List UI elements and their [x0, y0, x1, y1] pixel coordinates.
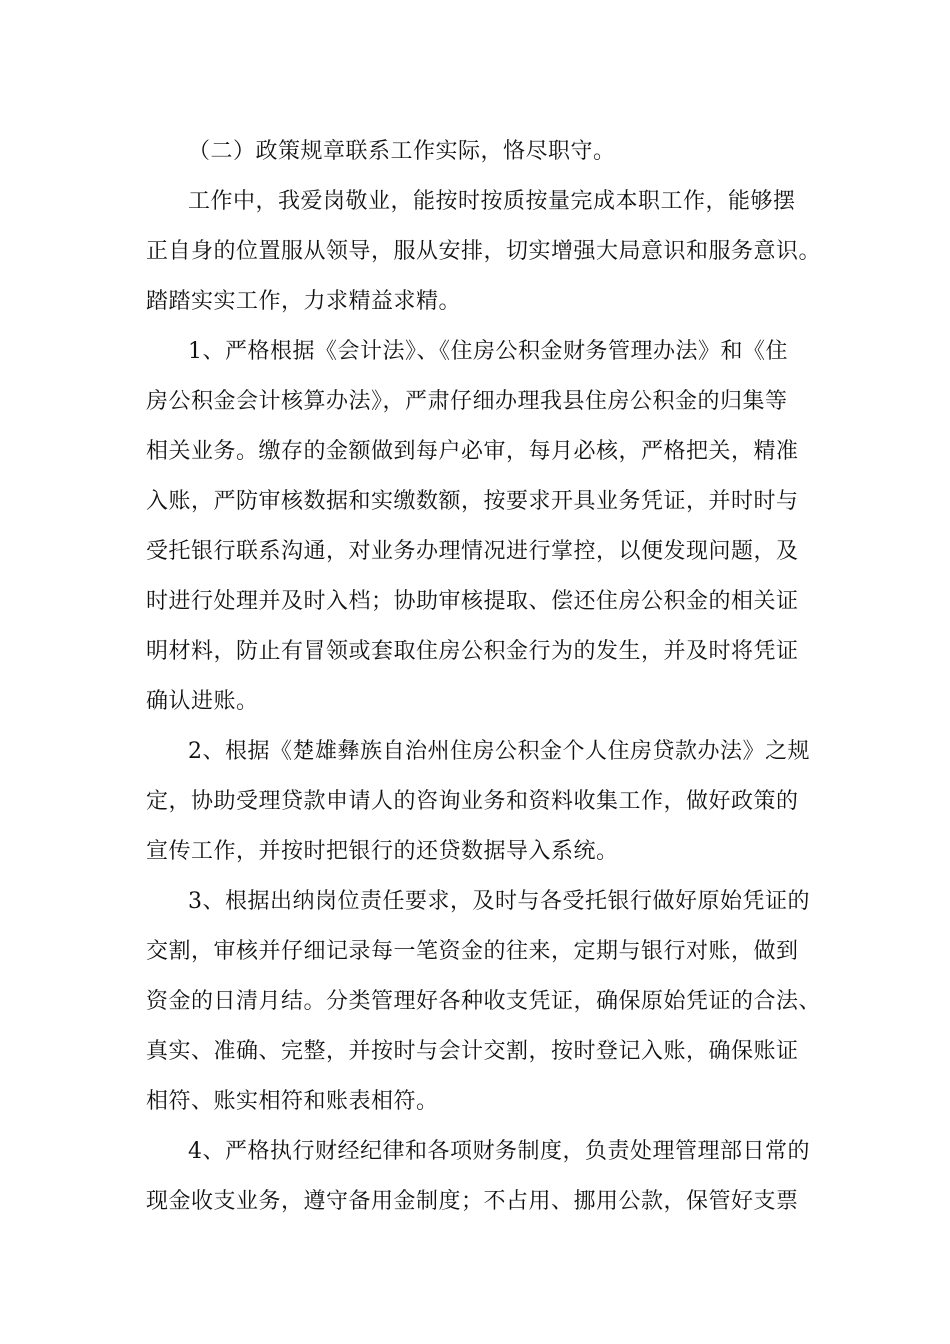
paragraph-line: 相符、账实相符和账表相符。: [146, 1089, 439, 1114]
paragraph-line: 确认进账。: [146, 689, 259, 714]
paragraph-line: 踏踏实实工作，力求精益求精。: [146, 289, 462, 314]
paragraph-line: 工作中，我爱岗敬业，能按时按质按量完成本职工作，能够摆: [188, 189, 796, 214]
paragraph-line: 宣传工作，并按时把银行的还贷数据导入系统。: [146, 839, 619, 864]
paragraph-line: 资金的日清月结。分类管理好各种收支凭证，确保原始凭证的合法、: [146, 989, 822, 1014]
paragraph-line: 正自身的位置服从领导，服从安排，切实增强大局意识和服务意识。: [146, 239, 822, 264]
paragraph-line: 1、严格根据《会计法》、《住房公积金财务管理办法》和《住: [188, 339, 788, 364]
paragraph-line: 时进行处理并及时入档；协助审核提取、偿还住房公积金的相关证: [146, 589, 799, 614]
paragraph-line: 定，协助受理贷款申请人的咨询业务和资料收集工作，做好政策的: [146, 789, 799, 814]
section-heading: （二）政策规章联系工作实际，恪尽职守。: [188, 139, 616, 164]
paragraph-line: 交割，审核并仔细记录每一笔资金的往来，定期与银行对账，做到: [146, 939, 799, 964]
paragraph-line: 真实、准确、完整，并按时与会计交割，按时登记入账，确保账证: [146, 1039, 799, 1064]
paragraph-line: 受托银行联系沟通，对业务办理情况进行掌控，以便发现问题，及: [146, 539, 799, 564]
paragraph-line: 2、根据《楚雄彝族自治州住房公积金个人住房贷款办法》之规: [188, 739, 810, 764]
paragraph-line: 明材料，防止有冒领或套取住房公积金行为的发生，并及时将凭证: [146, 639, 799, 664]
paragraph-line: 房公积金会计核算办法》，严肃仔细办理我县住房公积金的归集等: [146, 389, 788, 414]
paragraph-line: 3、根据出纳岗位责任要求，及时与各受托银行做好原始凭证的: [188, 889, 810, 914]
paragraph-line: 现金收支业务，遵守备用金制度；不占用、挪用公款，保管好支票: [146, 1189, 799, 1214]
paragraph-line: 4、严格执行财经纪律和各项财务制度，负责处理管理部日常的: [188, 1139, 810, 1164]
paragraph-line: 相关业务。缴存的金额做到每户必审，每月必核，严格把关，精准: [146, 439, 799, 464]
paragraph-line: 入账，严防审核数据和实缴数额，按要求开具业务凭证，并时时与: [146, 489, 799, 514]
